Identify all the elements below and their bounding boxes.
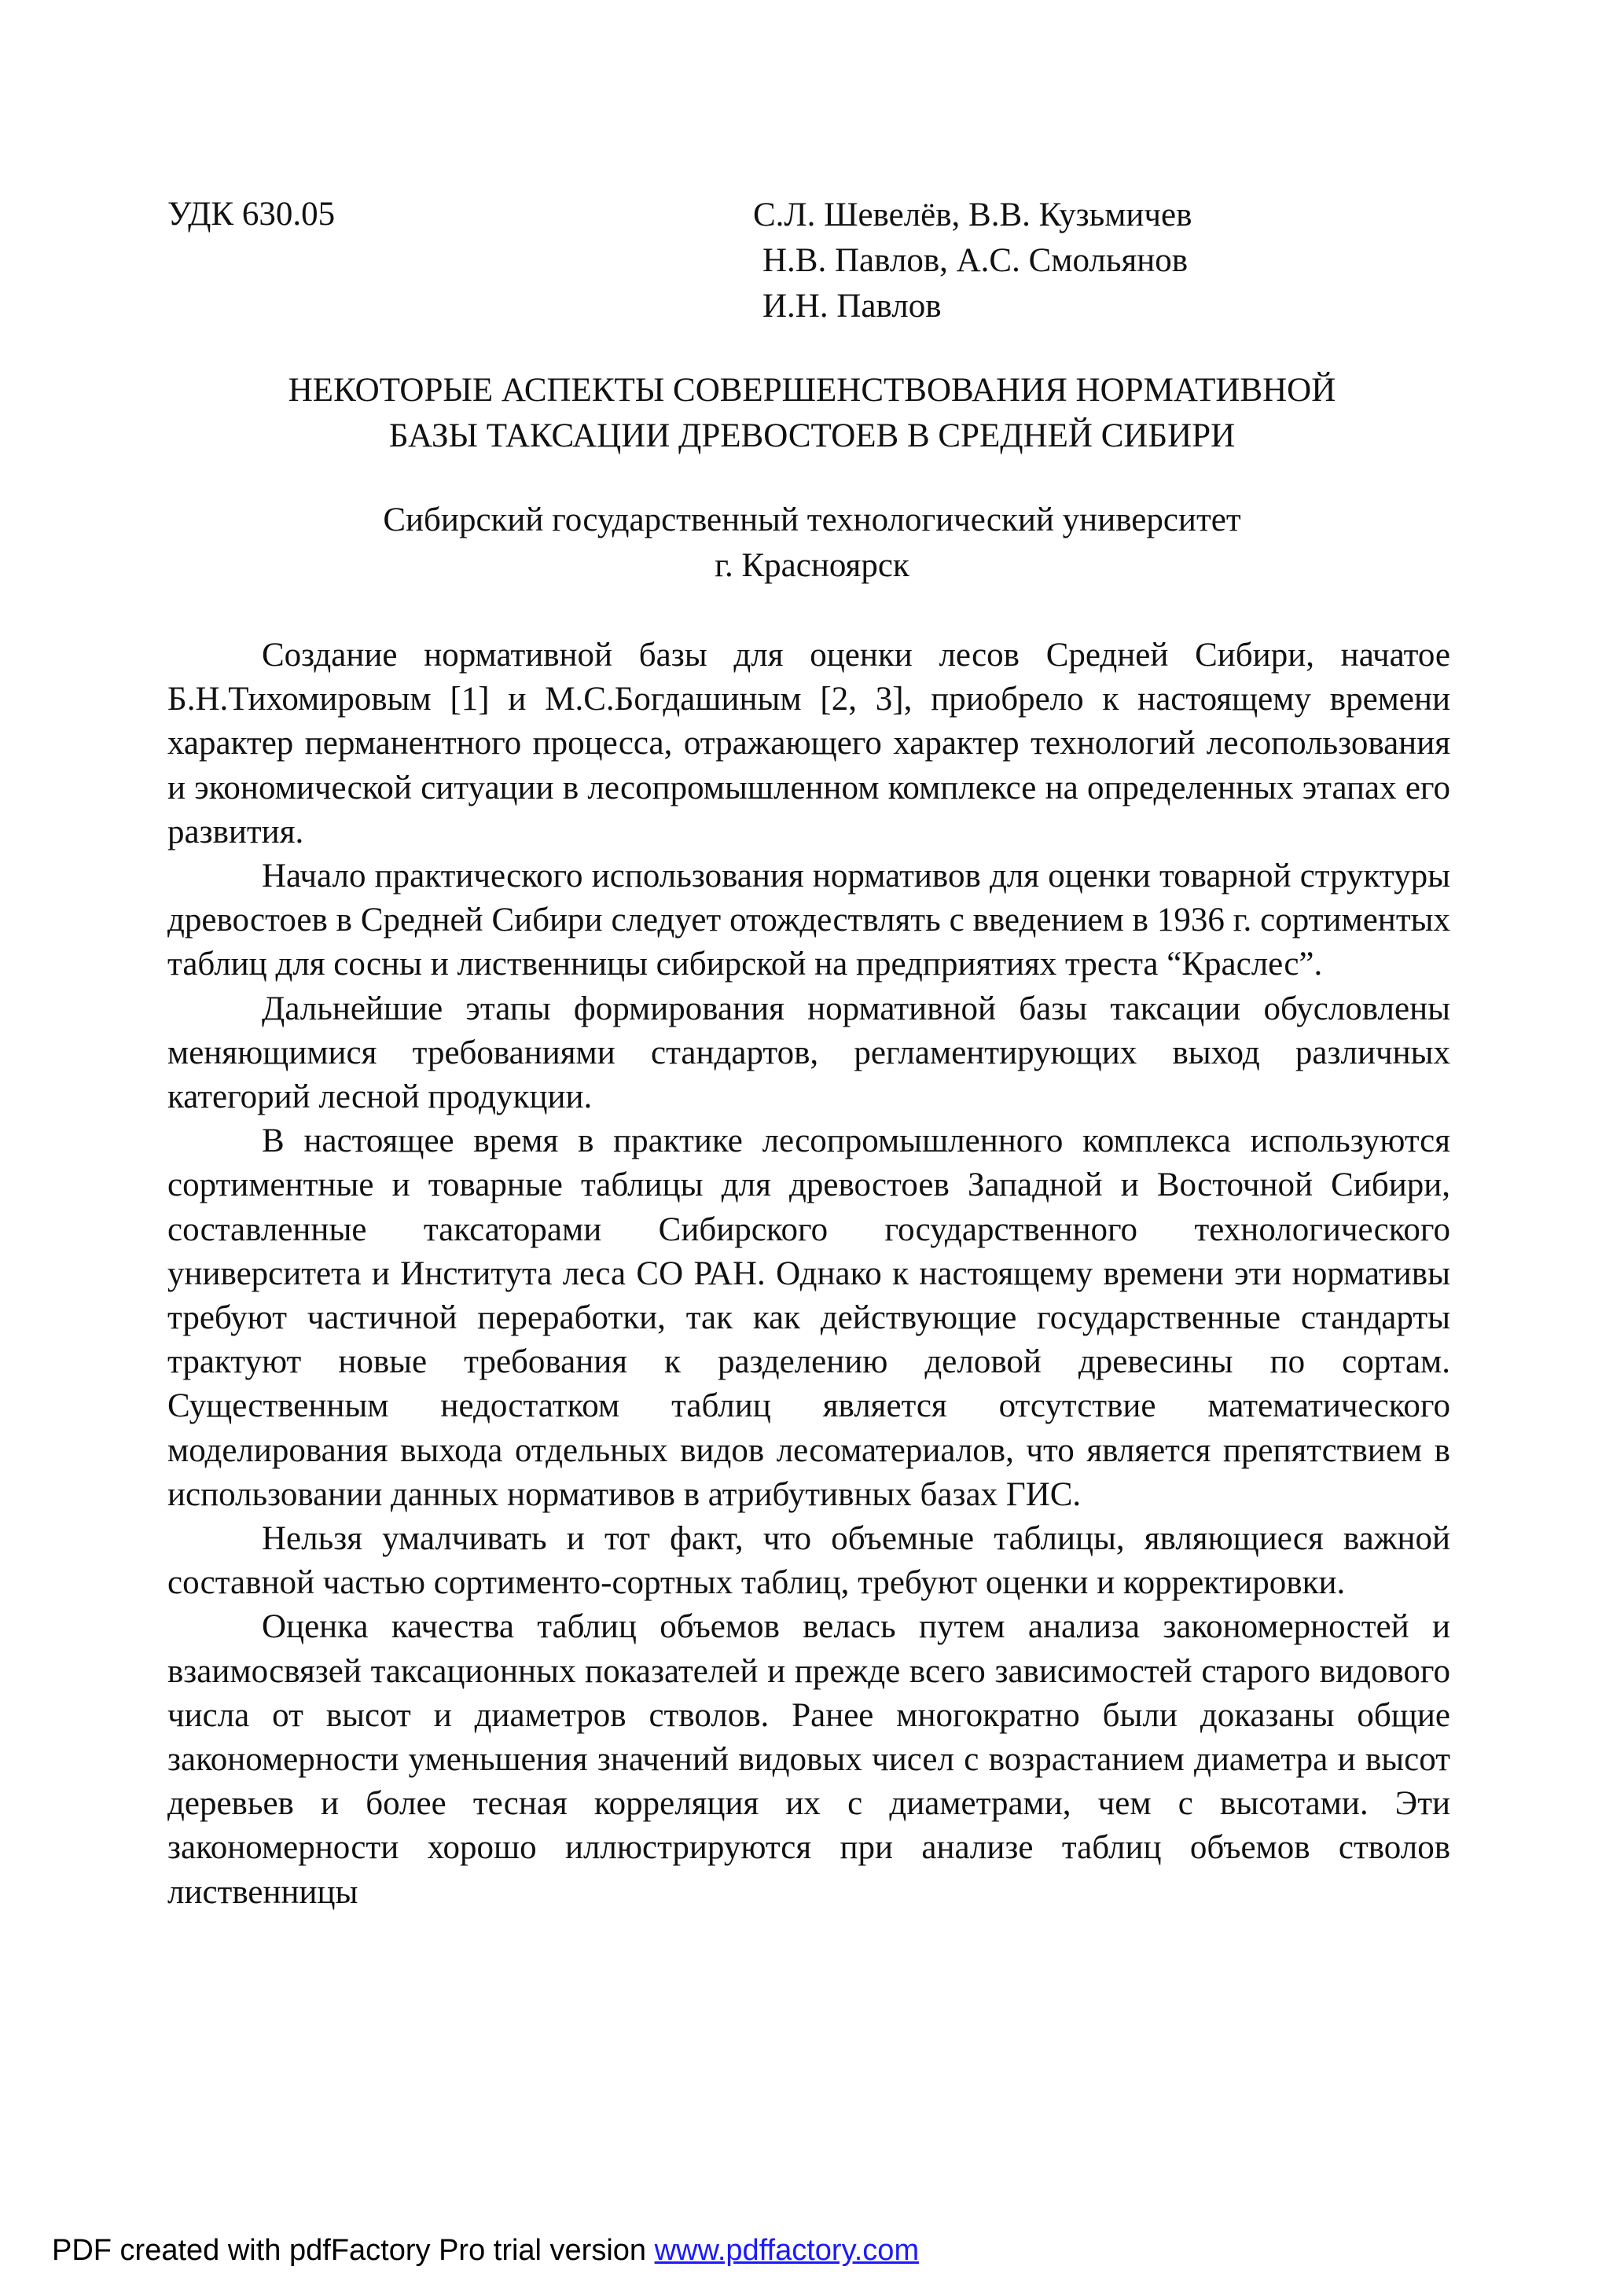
- body-paragraph: В настоящее время в практике лесопромышленного комплекса используются сортиментные и товарные таблицы для древостоев Западной и Восточной Сибири, составленные таксаторами Сибирского государственного технологического университета и Института леса СО РАН. Однако к настоящему времени эти нормативы требуют частичной переработки, так как действующие государственные стандарты трактуют новые требования к разделению деловой древесины по сортам. Существенным недостатком таблиц является отсутствие математического моделирования выхода отдельных видов лесоматериалов, что является препятствием в использовании данных нормативов в атрибутивных базах ГИС.: [167, 1122, 1450, 1513]
- body-paragraph: Создание нормативной базы для оценки лесов Средней Сибири, начатое Б.Н.Тихомировым [1] и М.С.Богдашиным [2, 3], приобрело к настоящему времени характер перманентного процесса, отражающего характер технологий лесопользования и экономической ситуации в лесопромышленном комплексе на определенных этапах его развития.: [167, 637, 1450, 850]
- title-line: БАЗЫ ТАКСАЦИИ ДРЕВОСТОЕВ В СРЕДНЕЙ СИБИРИ: [388, 417, 1236, 454]
- author-line: С.Л. Шевелёв, В.В. Кузьмичев: [753, 197, 1192, 233]
- article-body: [167, 634, 1450, 1915]
- article-header: [167, 193, 1457, 334]
- pdf-watermark-footer: [52, 2232, 919, 2268]
- author-list: [753, 193, 1192, 329]
- author-line: Н.В. Павлов, А.С. Смольянов: [762, 242, 1189, 279]
- udk-code: УДК 630.05: [167, 196, 336, 233]
- footer-text: PDF created with pdfFactory Pro trial version: [52, 2234, 655, 2267]
- affiliation-city: г. Красноярск: [715, 547, 909, 584]
- author-line: И.Н. Павлов: [762, 288, 942, 325]
- affiliation-institution: Сибирский государственный технологический университет: [383, 501, 1241, 538]
- article-title: [167, 368, 1457, 459]
- body-paragraph: Нельзя умалчивать и тот факт, что объемные таблицы, являющиеся важной составной частью сортименто-сортных таблиц, требуют оценки и корректировки.: [167, 1520, 1450, 1602]
- footer-link[interactable]: www.pdffactory.com: [654, 2234, 920, 2267]
- body-paragraph: Дальнейшие этапы формирования нормативной базы таксации обусловлены меняющимися требованиями стандартов, регламентирующих выход различных категорий лесной продукции.: [167, 990, 1450, 1116]
- title-line: НЕКОТОРЫЕ АСПЕКТЫ СОВЕРШЕНСТВОВАНИЯ НОРМАТИВНОЙ: [288, 372, 1336, 409]
- body-paragraph: Оценка качества таблиц объемов велась путем анализа закономерностей и взаимосвязей таксационных показателей и прежде всего зависимостей старого видового числа от высот и диаметров стволов. Ранее многократно были доказаны общие закономерности уменьшения значений видовых чисел с возрастанием диаметра и высот деревьев и более тесная корреляция их с диаметрами, чем с высотами. Эти закономерности хорошо иллюстрируются при анализе таблиц объемов стволов лиственницы: [167, 1608, 1450, 1911]
- body-paragraph: Начало практического использования нормативов для оценки товарной структуры древостоев в Средней Сибири следует отождествлять с введением в 1936 г. сортиментых таблиц для сосны и лиственницы сибирской на предприятиях треста “Краслес”.: [167, 858, 1450, 983]
- affiliation: [167, 498, 1457, 589]
